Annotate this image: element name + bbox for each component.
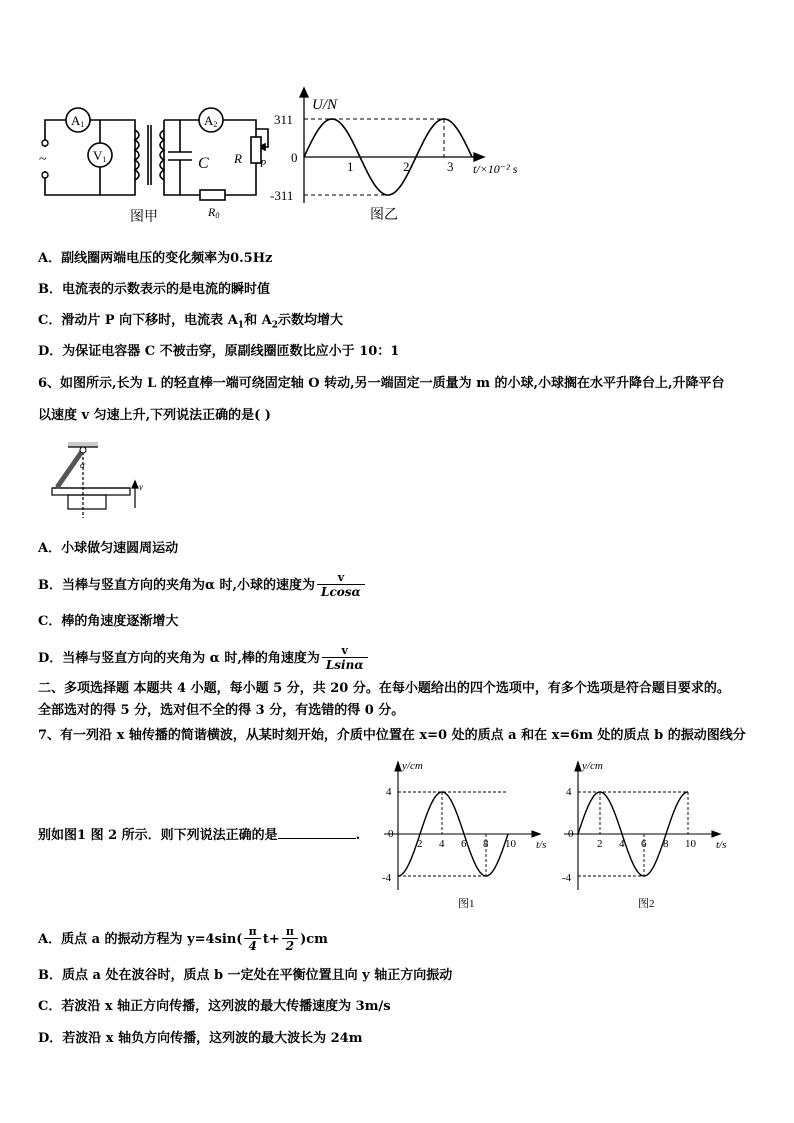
voltage-axis-label: U/N (312, 97, 338, 113)
xtick-3: 3 (447, 159, 454, 174)
q7-stem-line2: 别如图1 图 2 所示．则下列说法正确的是 . (38, 828, 361, 843)
graph1-xtick-10: 10 (505, 838, 516, 850)
velocity-v-label: v (139, 482, 143, 492)
section2-line2: 全部选对的得 5 分，选对但不全的得 3 分，有选错的得 0 分。 (38, 703, 405, 718)
q7-option-c: C．若波沿 x 轴正方向传播，这列波的最大传播速度为 3m/s (38, 999, 391, 1014)
xtick-1: 1 (347, 159, 354, 174)
graph2-xtick-2: 2 (597, 838, 603, 850)
q5-option-d: D．为保证电容器 C 不被击穿，原副线圈匝数比应小于 10：1 (38, 344, 400, 359)
circuit-figure (30, 95, 280, 225)
q6-stem-line2: 以速度 v 匀速上升,下列说法正确的是( ) (38, 408, 271, 423)
resistor-r-label: R (234, 151, 242, 166)
graph2-xtick-6: 6 (641, 838, 647, 850)
ytick-0: 0 (291, 150, 298, 165)
q5-option-a: A．副线圈两端电压的变化频率为0.5Hz (38, 251, 273, 266)
graph2-xtick-4: 4 (619, 838, 625, 850)
time-axis-label: t/×10⁻² s (473, 162, 518, 176)
graph2-ytick-neg4: -4 (562, 872, 572, 884)
q6-figure (40, 438, 160, 523)
q7-option-b: B．质点 a 处在波谷时，质点 b 一定处在平衡位置且向 y 轴正方向振动 (38, 968, 453, 983)
ytick-neg311: -311 (270, 188, 294, 203)
graph2-xtick-10: 10 (685, 838, 696, 850)
graph1-ytick-neg4: -4 (382, 872, 392, 884)
xtick-2: 2 (403, 159, 410, 174)
angle-alpha-label: α (80, 460, 85, 470)
graph2-ytick-4: 4 (566, 786, 572, 798)
q5-option-b: B．电流表的示数表示的是电流的瞬时值 (38, 282, 270, 297)
q7-stem-line1: 7、有一列沿 x 轴传播的简谐横波，从某时刻开始，介质中位置在 x=0 处的质点 a 和在 x=6m 处的质点 b 的振动图线分 (38, 728, 746, 743)
graph1-ylabel: y/cm (402, 760, 423, 772)
q5-option-c: C．滑动片 P 向下移时，电流表 $A_1$和 $A_2$示数均增大 (38, 313, 343, 331)
q6-option-a: A．小球做匀速圆周运动 (38, 541, 179, 556)
graph1-xlabel: t/s (536, 839, 547, 851)
graph2-ylabel: y/cm (582, 760, 603, 772)
resistor-r0-label: R0 (208, 205, 220, 220)
figure-a-caption: 图甲 (130, 210, 158, 225)
graph2-xtick-8: 8 (663, 838, 669, 850)
vibration-graph-1 (378, 755, 558, 915)
voltage-graph (270, 85, 540, 225)
figure-b-caption: 图乙 (370, 208, 398, 223)
graph1-caption: 图1 (458, 898, 475, 910)
graph1-ytick-0: 0 (388, 828, 394, 840)
graph2-xlabel: t/s (716, 839, 727, 851)
ammeter-a2-label: A2 (204, 113, 218, 129)
q7-option-d: D．若波沿 x 轴负方向传播，这列波的最大波长为 24m (38, 1031, 363, 1046)
q6-option-d: D．当棒与竖直方向的夹角为 α 时,棒的角速度为 $\frac{v}{Lsin\alpha}$ (38, 645, 370, 673)
graph2-ytick-0: 0 (568, 828, 574, 840)
ytick-311: 311 (274, 112, 294, 127)
q6-stem-line1: 6、如图所示,长为 L 的轻直棒一端可绕固定轴 O 转动,另一端固定一质量为 m 的小球,小球搁在水平升降台上,升降平台 (38, 376, 725, 391)
answer-blank (278, 826, 356, 839)
graph1-xtick-4: 4 (439, 838, 445, 850)
graph1-ytick-4: 4 (386, 786, 392, 798)
graph2-caption: 图2 (638, 898, 655, 910)
ammeter-a1-label: A1 (71, 113, 85, 129)
ac-source-symbol: ~ (39, 152, 47, 167)
q6-option-b: B．当棒与竖直方向的夹角为α 时,小球的速度为 $\frac{v}{Lcos\alpha}$ (38, 572, 367, 600)
capacitor-label: C (198, 155, 209, 172)
graph1-xtick-2: 2 (417, 838, 423, 850)
graph1-xtick-6: 6 (461, 838, 467, 850)
slider-p-label: P (260, 159, 267, 170)
vibration-graph-2 (558, 755, 748, 915)
graph1-xtick-8: 8 (483, 838, 489, 850)
voltmeter-v1-label: V1 (93, 148, 107, 164)
q6-option-c: C．棒的角速度逐渐增大 (38, 614, 179, 629)
section2-line1: 二、多项选择题 本题共 4 小题，每小题 5 分，共 20 分。在每小题给出的四个选项中，有多个选项是符合题目要求的。 (38, 681, 730, 696)
q7-option-a: A．质点 a 的振动方程为 y=4sin( $\frac{\pi}{4}$ t+ $\frac{\pi}{2}$ )cm (38, 925, 328, 953)
